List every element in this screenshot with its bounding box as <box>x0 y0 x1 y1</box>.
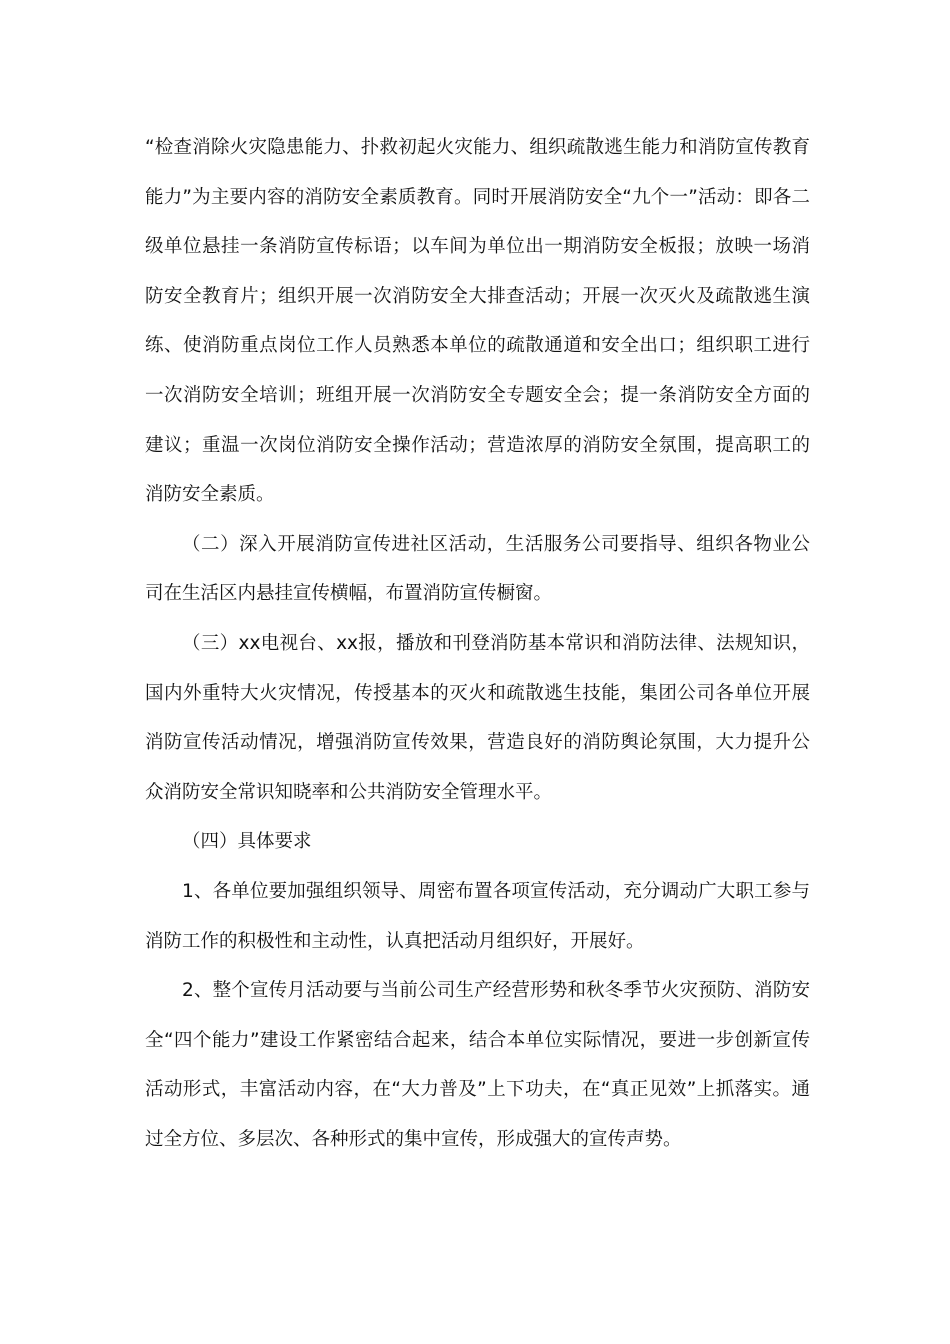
paragraph-requirements-heading: （四）具体要求 <box>182 831 312 853</box>
paragraph-community-activity: （二）深入开展消防宣传进社区活动，生活服务公司要指导、组织各物业公司在生活区内悬挂宣传横幅，布置消防宣传橱窗。 <box>145 533 810 605</box>
paragraph-fire-safety-education: “检查消除火灾隐患能力、扑救初起火灾能力、组织疏散逃生能力和消防宣传教育能力”为主要内容的消防安全素质教育。同时开展消防安全“九个一”活动：即各二级单位悬挂一条消防宣传标语；以车间为单位出一期消防安全板报；放映一场消防安全教育片；组织开展一次消防安全大排查活动；开展一次灭火及疏散逃生演练、使消防重点岗位工作人员熟悉本单位的疏散通道和安全出口；组织职工进行一次消防安全培训；班组开展一次消防安全专题安全会；提一条消防安全方面的建议；重温一次岗位消防安全操作活动；营造浓厚的消防安全氛围，提高职工的消防安全素质。 <box>145 137 810 506</box>
paragraph-media-coverage: （三）xx电视台、xx报，播放和刊登消防基本常识和消防法律、法规知识，国内外重特大火灾情况，传授基本的灭火和疏散逃生技能，集团公司各单位开展消防宣传活动情况，增强消防宣传效果，营造良好的消防舆论氛围，大力提升公众消防安全常识知晓率和公共消防安全管理水平。 <box>145 632 810 803</box>
paragraph-requirement-1: 1、各单位要加强组织领导、周密布置各项宣传活动，充分调动广大职工参与消防工作的积极性和主动性，认真把活动月组织好，开展好。 <box>145 880 810 952</box>
document-body <box>145 123 810 1164</box>
paragraph-requirement-2: 2、整个宣传月活动要与当前公司生产经营形势和秋冬季节火灾预防、消防安全“四个能力”建设工作紧密结合起来，结合本单位实际情况，要进一步创新宣传活动形式，丰富活动内容，在“大力普及”上下功夫，在“真正见效”上抓落实。通过全方位、多层次、各种形式的集中宣传，形成强大的宣传声势。 <box>145 980 810 1150</box>
